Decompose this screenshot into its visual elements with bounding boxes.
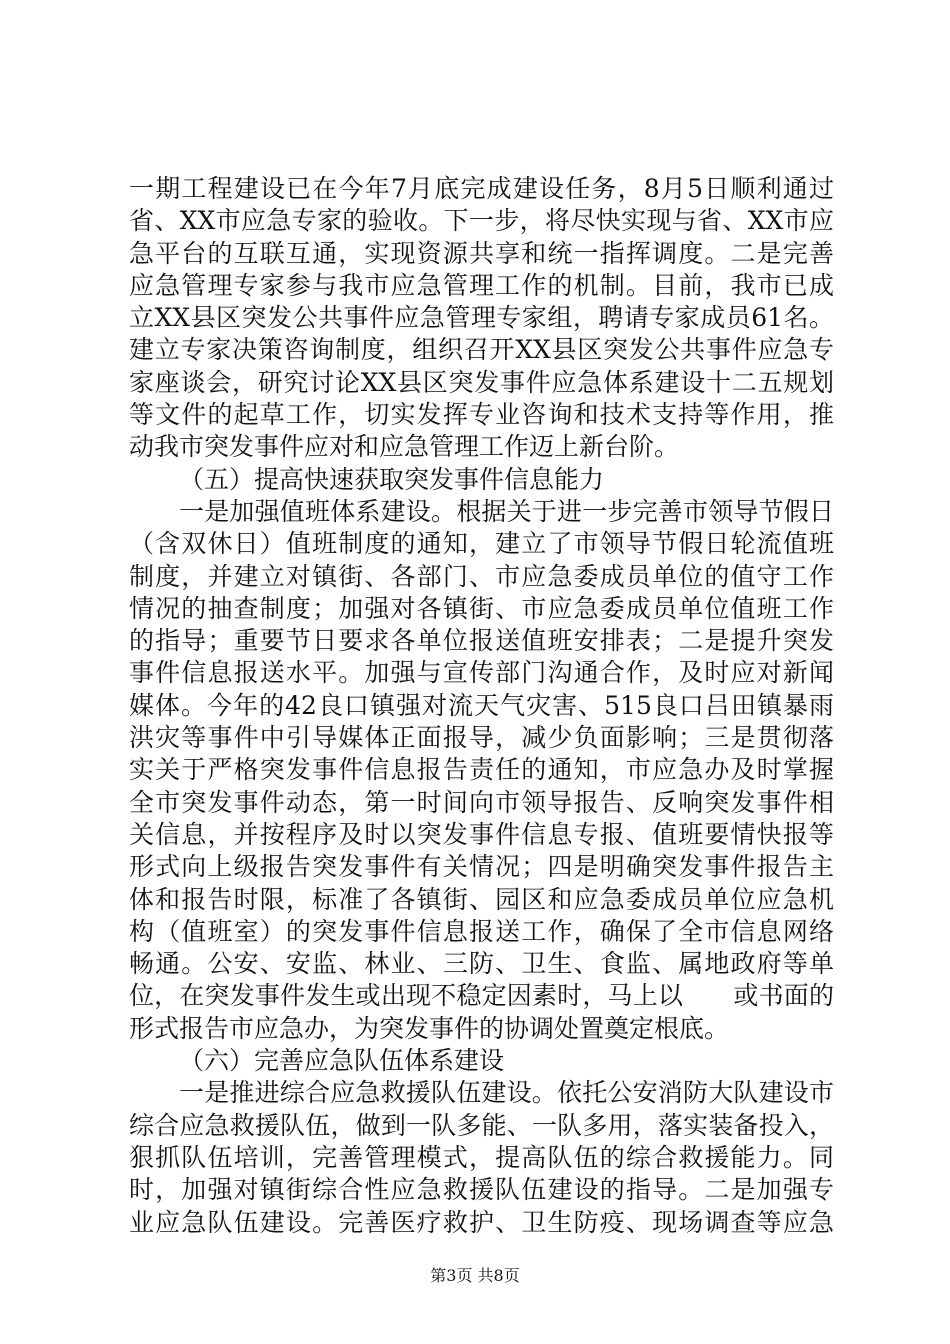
text-line: 等文件的起草工作，切实发挥专业咨询和技术支持等作用，推 bbox=[129, 400, 834, 430]
text-line: 综合应急救援队伍，做到一队多能、一队多用，落实装备投入， bbox=[129, 1110, 834, 1140]
text-line: 省、XX市应急专家的验收。下一步，将尽快实现与省、XX市应 bbox=[129, 206, 834, 236]
text-line: 情况的抽查制度；加强对各镇街、市应急委成员单位值班工作 bbox=[129, 593, 834, 623]
text-line: 形式向上级报告突发事件有关情况；四是明确突发事件报告主 bbox=[129, 852, 834, 882]
text-line: 形式报告市应急办，为突发事件的协调处置奠定根底。 bbox=[129, 1013, 730, 1043]
text-line: 一期工程建设已在今年7月底完成建设任务，8月5日顺利通过 bbox=[129, 174, 834, 203]
text-line: 构（值班室）的突发事件信息报送工作，确保了全市信息网络 bbox=[129, 916, 834, 946]
text-line: 狠抓队伍培训，完善管理模式，提高队伍的综合救援能力。同 bbox=[129, 1142, 834, 1172]
text-line: 事件信息报送水平。加强与宣传部门沟通合作，及时应对新闻 bbox=[129, 658, 834, 688]
section-heading: （五）提高快速获取突发事件信息能力 bbox=[179, 464, 605, 494]
text-line: 立XX县区突发公共事件应急管理专家组，聘请专家成员61名。 bbox=[129, 303, 834, 333]
text-line: 急平台的互联互通，实现资源共享和统一指挥调度。二是完善 bbox=[129, 238, 834, 268]
text-line: 应急管理专家参与我市应急管理工作的机制。目前，我市已成 bbox=[129, 270, 834, 300]
text-line: （含双休日）值班制度的通知，建立了市领导节假日轮流值班 bbox=[129, 529, 834, 559]
text-line: 洪灾等事件中引导媒体正面报导，减少负面影响；三是贯彻落 bbox=[129, 723, 834, 753]
text-line: 建立专家决策咨询制度，组织召开XX县区突发公共事件应急专 bbox=[129, 335, 834, 365]
text-line: 实关于严格突发事件信息报告责任的通知，市应急办及时掌握 bbox=[129, 755, 834, 785]
text-line: 媒体。今年的42良口镇强对流天气灾害、515良口吕田镇暴雨 bbox=[129, 690, 834, 720]
text-line: 家座谈会，研究讨论XX县区突发事件应急体系建设十二五规划 bbox=[129, 367, 834, 397]
body-text bbox=[129, 173, 834, 1239]
text-line: 体和报告时限，标准了各镇街、园区和应急委成员单位应急机 bbox=[129, 884, 834, 914]
section-heading: （六）完善应急队伍体系建设 bbox=[179, 1046, 505, 1076]
text-line: 一是推进综合应急救援队伍建设。依托公安消防大队建设市 bbox=[179, 1078, 834, 1108]
text-line: 关信息，并按程序及时以突发事件信息专报、值班要情快报等 bbox=[129, 819, 834, 849]
text-line: 制度，并建立对镇街、各部门、市应急委成员单位的值守工作 bbox=[129, 561, 834, 591]
page-number-footer: 第3页 共8页 bbox=[430, 1266, 520, 1285]
text-line: 动我市突发事件应对和应急管理工作迈上新台阶。 bbox=[129, 432, 680, 462]
text-line: 时，加强对镇街综合性应急救援队伍建设的指导。二是加强专 bbox=[129, 1175, 834, 1205]
text-line: 一是加强值班体系建设。根据关于进一步完善市领导节假日 bbox=[179, 496, 834, 526]
text-line: 畅通。公安、安监、林业、三防、卫生、食监、属地政府等单 bbox=[129, 949, 834, 979]
text-line: 位，在突发事件发生或出现不稳定因素时，马上以 或书面的 bbox=[129, 981, 834, 1011]
text-line: 全市突发事件动态，第一时间向市领导报告、反响突发事件相 bbox=[129, 787, 834, 817]
text-line: 的指导；重要节日要求各单位报送值班安排表；二是提升突发 bbox=[129, 626, 834, 656]
text-line: 业应急队伍建设。完善医疗救护、卫生防疫、现场调查等应急 bbox=[129, 1207, 834, 1237]
